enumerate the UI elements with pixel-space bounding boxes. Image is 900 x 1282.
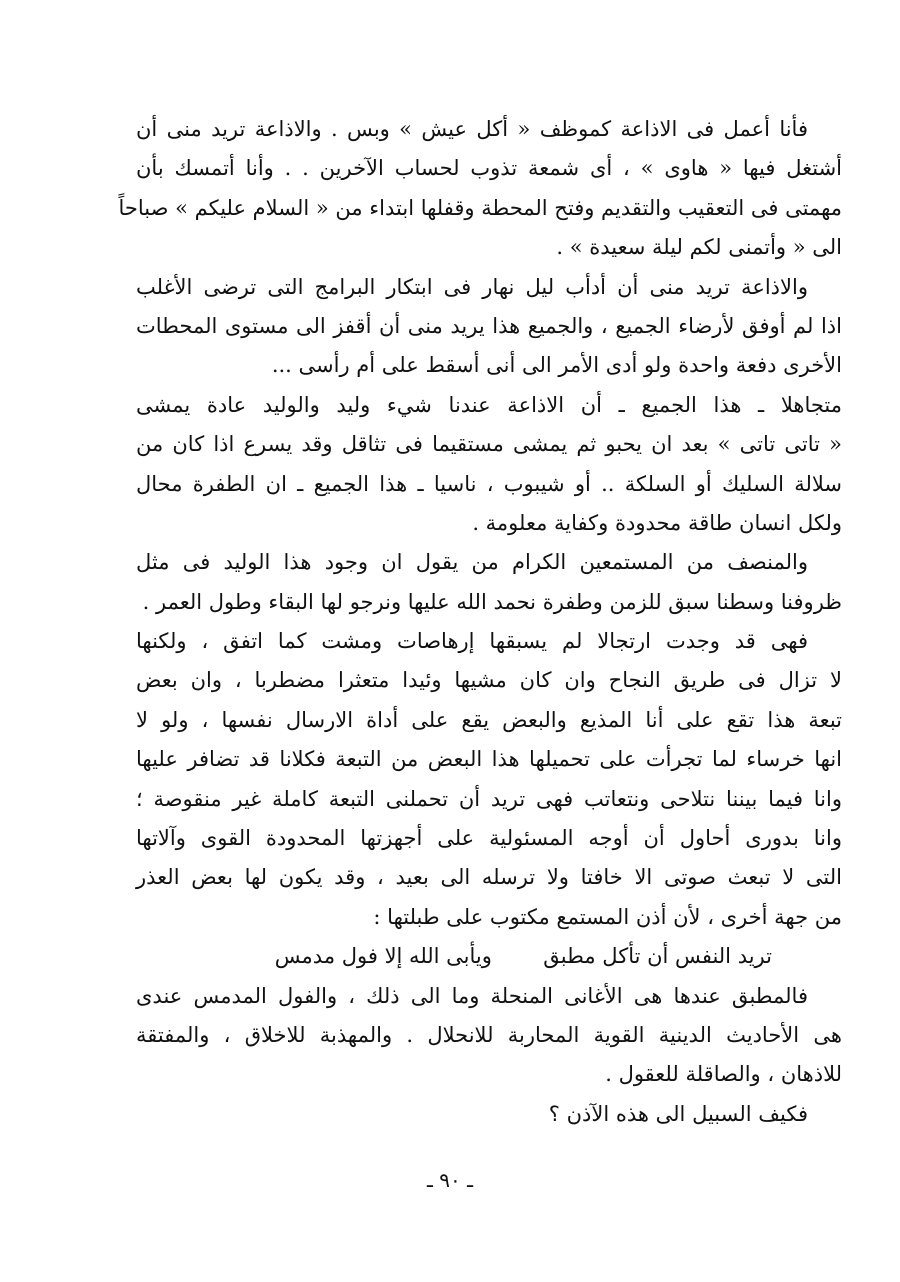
text-line: فكيف السبيل الى هذه الآذن ؟ (548, 1101, 808, 1126)
text-line: متجاهلا ـ هذا الجميع ـ أن الاذاعة عندنا شيء وليد والوليد عادة يمشى (136, 392, 842, 417)
body-text (118, 110, 842, 1134)
text-line: فالمطبق عندها هى الأغانى المنحلة وما الى ذلك ، والفول المدمس عندى (136, 983, 808, 1008)
text-line: فهى قد وجدت ارتجالا لم يسبقها إرهاصات ومشت كما اتفق ، ولكنها (136, 629, 808, 654)
text-line: ولكل انسان طاقة محدودة وكفاية معلومة . (472, 510, 842, 535)
text-line: مهمتى فى التعقيب والتقديم وفتح المحطة وقفلها ابتداء من « السلام عليكم » صباحاً (118, 195, 842, 220)
text-line: وانا فيما بيننا نتلاحى ونتعاتب فهى تريد أن تحملنى التبعة كاملة غير منقوصة ؛ (136, 786, 842, 811)
text-line: والاذاعة تريد منى أن أدأب ليل نهار فى ابتكار البرامج التى ترضى الأغلب (136, 274, 808, 299)
text-line: الأخرى دفعة واحدة ولو أدى الأمر الى أنى أسقط على أم رأسى ... (271, 353, 842, 378)
text-line: للاذهان ، والصاقلة للعقول . (605, 1062, 842, 1087)
text-line: الى « وأتمنى لكم ليلة سعيدة » . (556, 235, 842, 260)
verse-first-hemistich: تريد النفس أن تأكل مطبق (543, 944, 772, 969)
text-line: والمنصف من المستمعين الكرام من يقول ان وجود هذا الوليد فى مثل (136, 550, 808, 575)
text-line: سلالة السليك أو السلكة .. أو شيبوب ، ناسيا ـ هذا الجميع ـ ان الطفرة محال (136, 471, 842, 496)
text-line: انها خرساء لما تجرأت على تحميلها هذا البعض من التبعة فكلانا قد تضافر عليها (136, 747, 842, 772)
text-line: هى الأحاديث الدينية القوية المحاربة للانحلال . والمهذبة للاخلاق ، والمفتقة (136, 1022, 842, 1047)
verse-second-hemistich: ويأبى الله إلا فول مدمس (274, 944, 492, 969)
text-line: تبعة هذا تقع على أنا المذيع والبعض يقع على أداة الارسال نفسها ، ولو لا (136, 707, 842, 732)
text-line: أشتغل فيها « هاوى » ، أى شمعة تذوب لحساب الآخرين . . وأنا أتمسك بأن (136, 156, 842, 181)
text-line: التى لا تبعث صوتى الا خافتا ولا ترسله الى بعيد ، وقد يكون لها بعض العذر (136, 865, 842, 890)
page-number: ـ ٩٠ ـ (427, 1168, 473, 1192)
text-line: من جهة أخرى ، لأن أذن المستمع مكتوب على طبلتها : (373, 904, 842, 929)
text-line: « تاتى تاتى » بعد ان يحبو ثم يمشى مستقيما فى تثاقل وقد يسرع اذا كان من (136, 432, 842, 457)
text-line: فأنا أعمل فى الاذاعة كموظف « أكل عيش » وبس . والاذاعة تريد منى أن (136, 117, 808, 141)
text-line: اذا لم أوفق لأرضاء الجميع ، والجميع هذا يريد منى أن أقفز الى مستوى المحطات (136, 313, 842, 338)
poetry-verse (136, 937, 842, 976)
text-line: وانا بدورى أحاول أن أوجه المسئولية على أجهزتها المحدودة القوى وآلاتها (136, 826, 842, 851)
text-line: لا تزال فى طريق النجاح وان كان مشيها وئيدا متعثرا مضطربا ، وان بعض (136, 668, 842, 693)
text-line: ظروفنا وسطنا سبق للزمن وطفرة نحمد الله عليها ونرجو لها البقاء وطول العمر . (142, 589, 842, 614)
